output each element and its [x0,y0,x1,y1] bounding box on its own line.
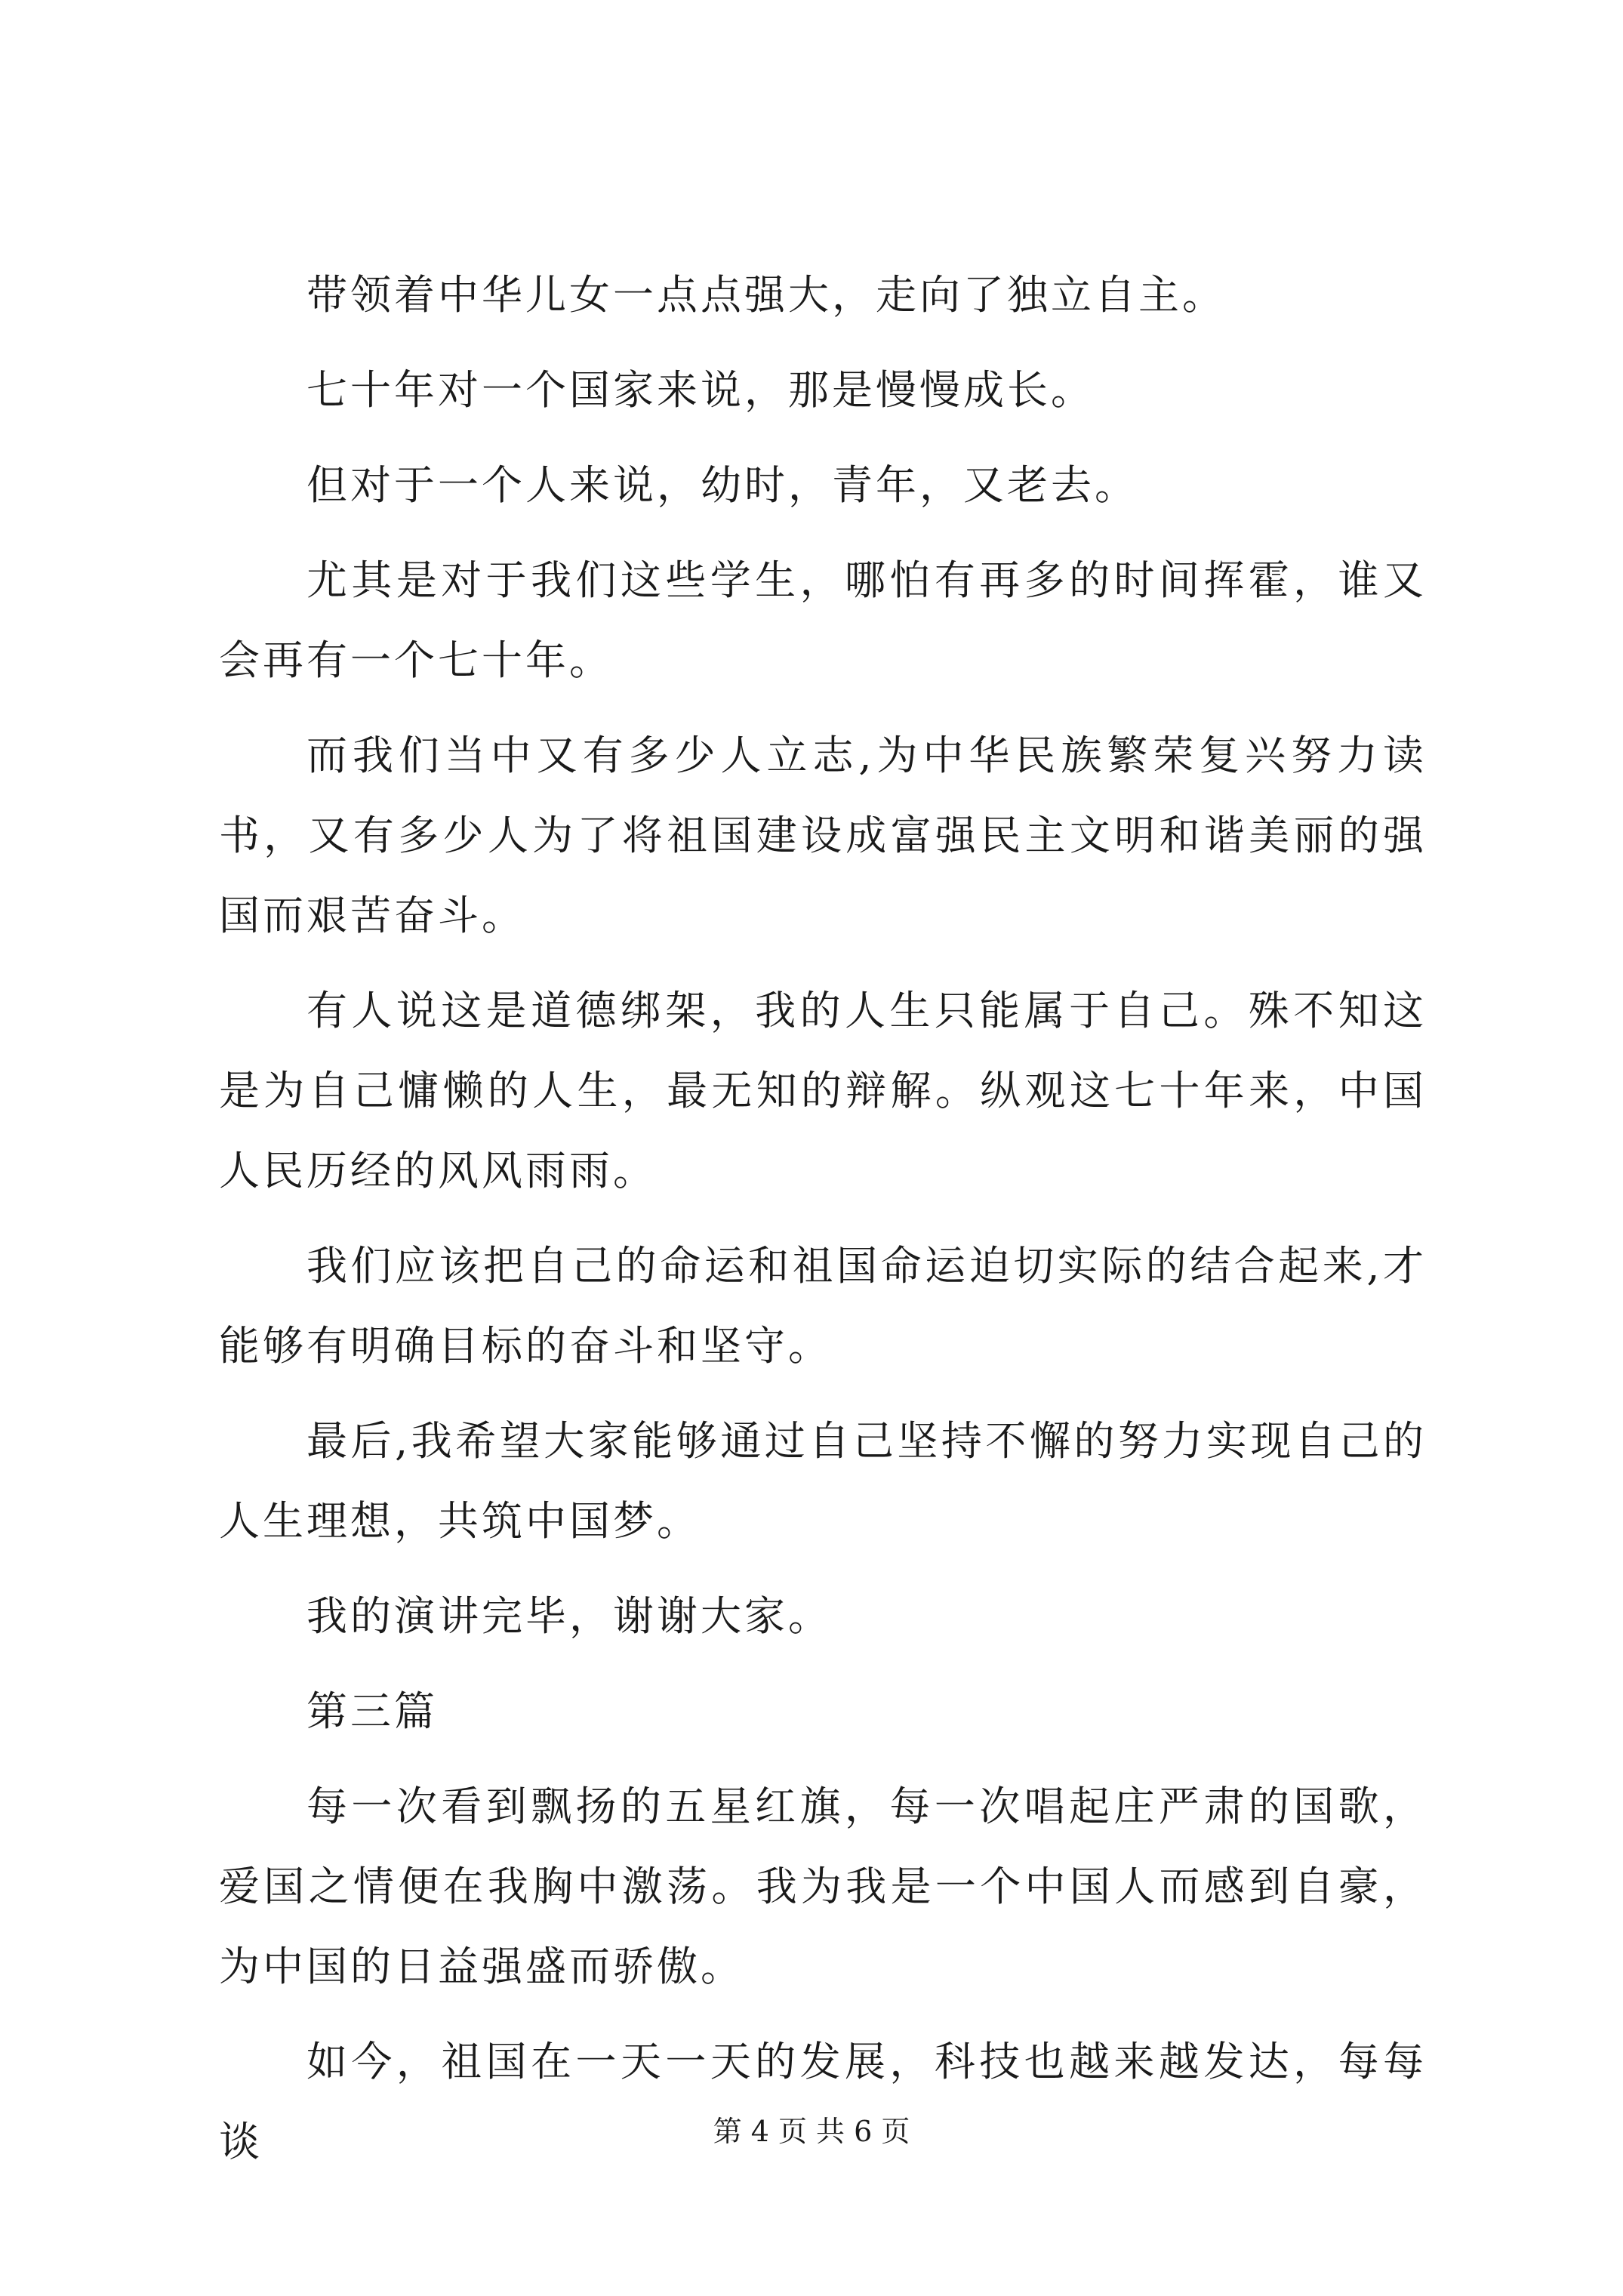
paragraph-1: 带领着中华儿女一点点强大，走向了独立自主。 [306,271,1226,319]
paragraph-7: 我们应该把自己的命运和祖国命运迫切实际的结合起来,才能够有明确目标的奋斗和坚守。 [219,1242,1427,1370]
paragraph-6: 有人说这是道德绑架，我的人生只能属于自己。殊不知这是为自己慵懒的人生，最无知的辩解。纵观这七十年来，中国人民历经的风风雨雨。 [219,987,1427,1194]
paragraph-4: 尤其是对于我们这些学生，哪怕有再多的时间挥霍，谁又会再有一个七十年。 [219,556,1427,684]
paragraph-11: 如今，祖国在一天一天的发展，科技也越来越发达，每每谈 [219,2038,1427,2165]
paragraph-8: 最后,我希望大家能够通过自己坚持不懈的努力实现自己的人生理想，共筑中国梦。 [219,1417,1427,1545]
paragraph-9: 我的演讲完毕，谢谢大家。 [306,1592,832,1640]
section-heading: 第三篇 [306,1687,438,1735]
paragraph-5: 而我们当中又有多少人立志,为中华民族繁荣复兴努力读书，又有多少人为了将祖国建设成富强民主文明和谐美丽的强国而艰苦奋斗。 [219,732,1427,939]
paragraph-10: 每一次看到飘扬的五星红旗，每一次唱起庄严肃的国歌，爱国之情便在我胸中激荡。我为我是一个中国人而感到自豪，为中国的日益强盛而骄傲。 [219,1783,1427,1990]
paragraph-3: 但对于一个人来说，幼时，青年，又老去。 [306,461,1138,509]
paragraph-2: 七十年对一个国家来说，那是慢慢成长。 [306,366,1095,414]
page-footer: 第 4 页 共 6 页 [713,2115,910,2148]
document-body [219,255,1427,2182]
